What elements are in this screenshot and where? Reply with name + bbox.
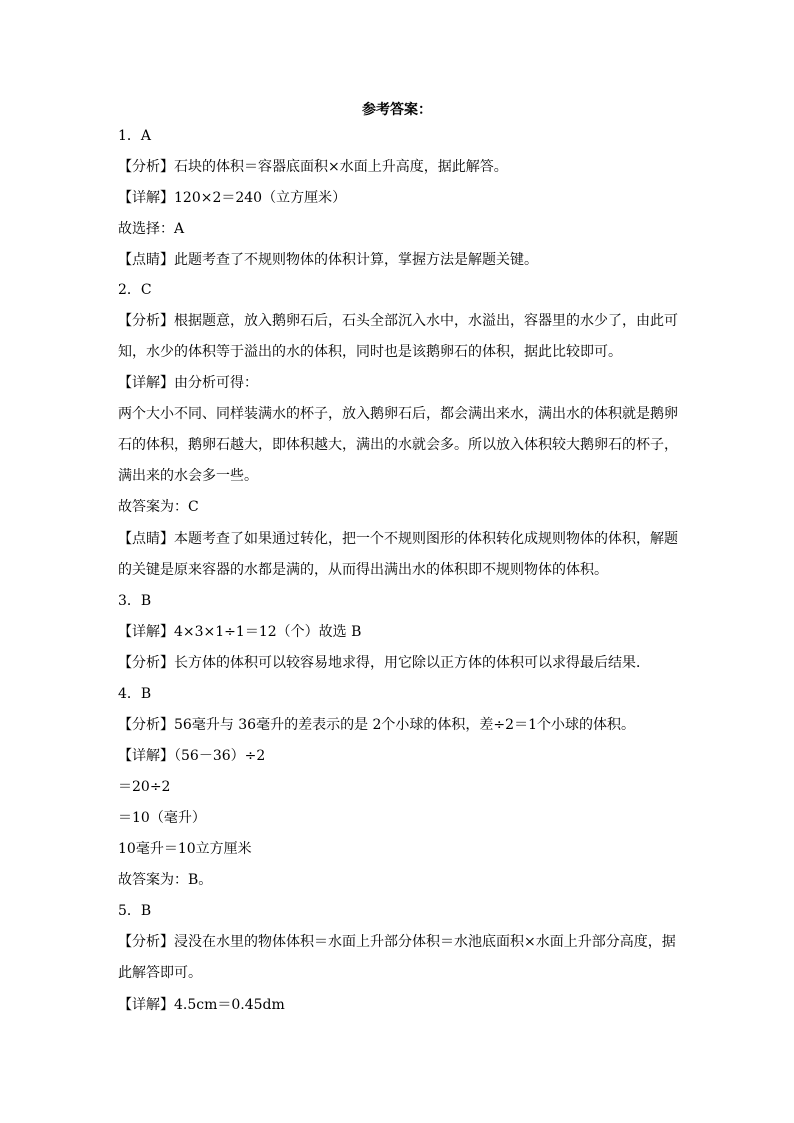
detail-line: 【详解】（56－36）÷2 xyxy=(118,748,266,764)
comment-line: 【点睛】此题考查了不规则物体的体积计算，掌握方法是解题关键。 xyxy=(118,252,538,268)
answer-number-5: 5．B xyxy=(118,903,152,919)
answer-number-1: 1．A xyxy=(118,128,152,144)
detail-line: 【详解】120×2＝240（立方厘米） xyxy=(118,190,347,206)
analysis-line: 【分析】浸没在水里的物体体积＝水面上升部分体积＝水池底面积×水面上升部分高度，据 xyxy=(118,934,676,950)
comment-line: 【点睛】本题考查了如果通过转化，把一个不规则图形的体积转化成规则物体的体积，解题 xyxy=(118,531,678,547)
calculation-line: ＝10（毫升） xyxy=(118,810,206,826)
choice-line: 故选择：A xyxy=(118,221,185,237)
calculation-line: 10毫升＝10立方厘米 xyxy=(118,841,252,857)
detail-line: 【详解】4.5cm＝0.45dm xyxy=(118,997,285,1013)
detail-line: 【详解】由分析可得： xyxy=(118,375,258,391)
comment-line-continued: 的关键是原来容器的水都是满的，从而得出满出水的体积即不规则物体的体积。 xyxy=(118,562,608,578)
detail-text-line: 满出来的水会多一些。 xyxy=(118,468,258,484)
answer-number-4: 4．B xyxy=(118,686,152,702)
detail-text-line: 石的体积，鹅卵石越大，即体积越大，满出的水就会多。所以放入体积较大鹅卵石的杯子， xyxy=(118,437,678,453)
analysis-line: 【分析】56毫升与 36毫升的差表示的是 2个小球的体积，差÷2＝1个小球的体积。 xyxy=(118,717,635,733)
page-title: 参考答案： xyxy=(362,102,432,118)
answer-number-3: 3．B xyxy=(118,593,152,609)
choice-line: 故答案为：B。 xyxy=(118,872,213,888)
analysis-line: 【分析】长方体的体积可以较容易地求得，用它除以正方体的体积可以求得最后结果． xyxy=(118,655,650,671)
analysis-line: 【分析】石块的体积＝容器底面积×水面上升高度，据此解答。 xyxy=(118,159,508,175)
detail-text-line: 两个大小不同、同样装满水的杯子，放入鹅卵石后，都会满出来水，满出水的体积就是鹅卵 xyxy=(118,406,678,422)
answer-number-2: 2．C xyxy=(118,282,152,298)
analysis-line-continued: 知，水少的体积等于溢出的水的体积，同时也是该鹅卵石的体积，据此比较即可。 xyxy=(118,344,622,360)
calculation-line: ＝20÷2 xyxy=(118,779,171,795)
analysis-line: 【分析】根据题意，放入鹅卵石后，石头全部沉入水中，水溢出，容器里的水少了，由此可 xyxy=(118,313,678,329)
detail-line: 【详解】4×3×1÷1＝12（个）故选 B xyxy=(118,624,362,640)
analysis-line-continued: 此解答即可。 xyxy=(118,965,202,981)
choice-line: 故答案为：C xyxy=(118,499,199,515)
